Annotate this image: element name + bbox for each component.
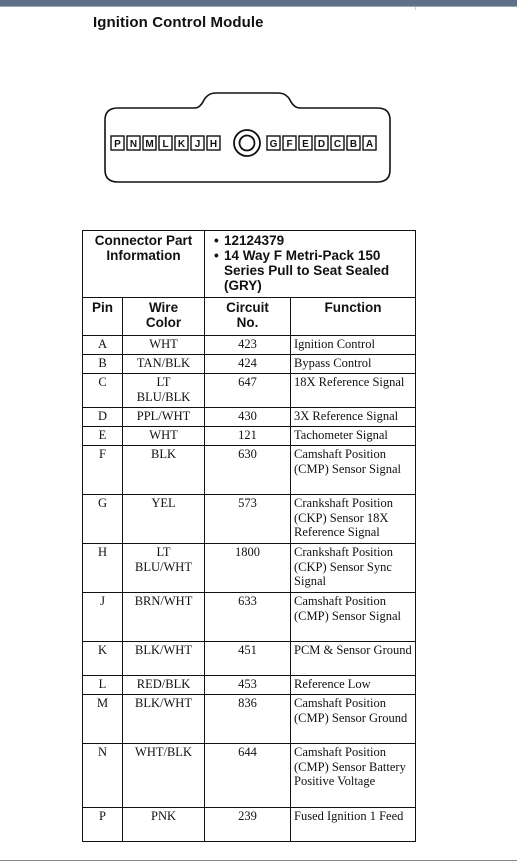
circuit-cell: 630 [205, 446, 291, 495]
circuit-cell: 424 [205, 355, 291, 374]
wire-color-cell: LT BLU/WHT [123, 544, 205, 593]
wire-color-cell: BLK/WHT [123, 695, 205, 744]
page-title: Ignition Control Module [93, 14, 264, 31]
pin-label-b: B [349, 139, 358, 150]
function-cell: Ignition Control [291, 336, 416, 355]
wire-color-cell: BLK/WHT [123, 642, 205, 676]
circuit-cell: 453 [205, 676, 291, 695]
pin-label-g: G [269, 139, 278, 150]
pin-cell: L [83, 676, 123, 695]
circuit-cell: 836 [205, 695, 291, 744]
circuit-cell: 423 [205, 336, 291, 355]
circuit-cell: 451 [205, 642, 291, 676]
wire-color-cell: YEL [123, 495, 205, 544]
pin-label-c: C [333, 139, 342, 150]
wire-color-cell: WHT/BLK [123, 744, 205, 808]
pin-label-m: M [145, 139, 154, 150]
wire-color-cell: PPL/WHT [123, 408, 205, 427]
table-row [83, 744, 416, 808]
function-cell: Camshaft Position (CMP) Sensor Signal [291, 593, 416, 642]
table-row [83, 355, 416, 374]
table-row [83, 544, 416, 593]
window-top-border [0, 6, 517, 7]
function-cell: Camshaft Position (CMP) Sensor Ground [291, 695, 416, 744]
pin-cell: G [83, 495, 123, 544]
table-row [83, 695, 416, 744]
connector-key-outer [234, 130, 260, 156]
column-header-wire-color: Wire Color [123, 298, 205, 336]
pin-cell: B [83, 355, 123, 374]
pin-label-p: P [114, 139, 121, 150]
part-info-row [83, 231, 416, 298]
function-cell: Crankshaft Position (CKP) Sensor 18X Reference Signal [291, 495, 416, 544]
right-pin-row [267, 136, 376, 150]
page-bottom-border [0, 860, 517, 861]
function-cell: Fused Ignition 1 Feed [291, 808, 416, 842]
column-header-function: Function [291, 298, 416, 336]
wire-color-cell: BRN/WHT [123, 593, 205, 642]
pin-label-a: A [365, 139, 374, 150]
table-row [83, 408, 416, 427]
function-cell: Reference Low [291, 676, 416, 695]
circuit-cell: 633 [205, 593, 291, 642]
pin-cell: H [83, 544, 123, 593]
pin-cell: C [83, 374, 123, 408]
pin-cell: J [83, 593, 123, 642]
pin-label-k: K [177, 139, 186, 150]
function-cell: 18X Reference Signal [291, 374, 416, 408]
pin-label-h: H [209, 139, 218, 150]
connector-key-inner [240, 136, 255, 151]
circuit-cell: 430 [205, 408, 291, 427]
circuit-cell: 647 [205, 374, 291, 408]
wire-color-cell: PNK [123, 808, 205, 842]
column-header-row [83, 298, 416, 336]
pinout-table [82, 230, 416, 842]
wire-color-cell: LT BLU/BLK [123, 374, 205, 408]
wire-color-cell: WHT [123, 336, 205, 355]
table-row [83, 495, 416, 544]
function-cell: Tachometer Signal [291, 427, 416, 446]
table-row [83, 676, 416, 695]
wire-color-cell: WHT [123, 427, 205, 446]
table-row [83, 642, 416, 676]
part-info-label: Connector Part Information [83, 231, 205, 298]
wire-color-cell: TAN/BLK [123, 355, 205, 374]
divider [415, 7, 416, 10]
wire-color-cell: BLK [123, 446, 205, 495]
table-row [83, 374, 416, 408]
left-pin-row [111, 136, 220, 150]
wire-color-cell: RED/BLK [123, 676, 205, 695]
pin-cell: F [83, 446, 123, 495]
pin-cell: A [83, 336, 123, 355]
table-row [83, 427, 416, 446]
pin-cell: P [83, 808, 123, 842]
part-info-details [205, 231, 416, 298]
circuit-cell: 121 [205, 427, 291, 446]
column-header-pin: Pin [83, 298, 123, 336]
function-cell: 3X Reference Signal [291, 408, 416, 427]
function-cell: PCM & Sensor Ground [291, 642, 416, 676]
table-row [83, 808, 416, 842]
pin-cell: D [83, 408, 123, 427]
pin-cell: M [83, 695, 123, 744]
part-number: • 12124379 [213, 233, 415, 248]
circuit-cell: 644 [205, 744, 291, 808]
table-row [83, 446, 416, 495]
pin-label-l: L [162, 139, 169, 150]
table-row [83, 593, 416, 642]
column-header-circuit: Circuit No. [205, 298, 291, 336]
pin-label-n: N [129, 139, 138, 150]
pin-label-j: J [194, 139, 201, 150]
circuit-cell: 1800 [205, 544, 291, 593]
circuit-cell: 573 [205, 495, 291, 544]
function-cell: Bypass Control [291, 355, 416, 374]
pin-cell: K [83, 642, 123, 676]
pin-label-e: E [302, 139, 309, 150]
table-row [83, 336, 416, 355]
pin-label-f: F [286, 139, 293, 150]
function-cell: Camshaft Position (CMP) Sensor Signal [291, 446, 416, 495]
pin-cell: E [83, 427, 123, 446]
function-cell: Camshaft Position (CMP) Sensor Battery Positive Voltage [291, 744, 416, 808]
pin-label-d: D [317, 139, 326, 150]
pin-cell: N [83, 744, 123, 808]
function-cell: Crankshaft Position (CKP) Sensor Sync Signal [291, 544, 416, 593]
part-description: • 14 Way F Metri-Pack 150 Series Pull to Seat Sealed (GRY) [213, 248, 415, 293]
circuit-cell: 239 [205, 808, 291, 842]
connector-face-diagram [100, 90, 395, 185]
